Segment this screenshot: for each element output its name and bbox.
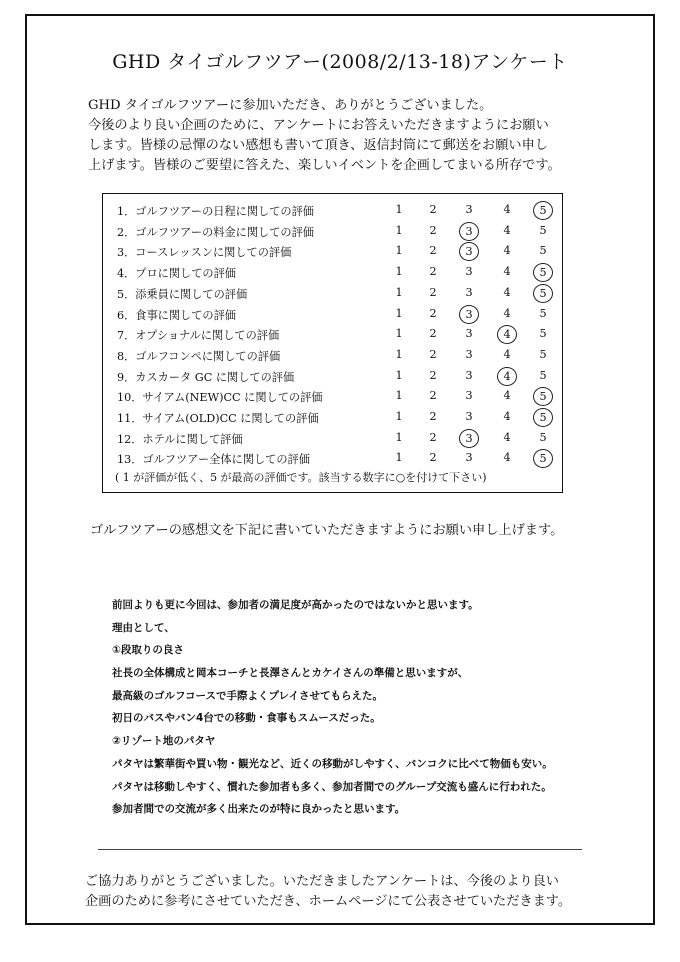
rating-option[interactable]: 4 [503,389,511,403]
question-row [103,283,562,304]
rating-option[interactable]: 5 [539,327,547,341]
page-title: GHD タイゴルフツアー(2008/2/13-18)アンケート [112,51,568,73]
rating-option[interactable]: 1 [395,285,403,299]
rating-option[interactable]: 1 [395,223,403,237]
rating-option-circled[interactable]: 3 [459,305,479,324]
rating-option[interactable]: 3 [465,410,473,423]
response-line: 初日のバスやバン4台での移動・食事もスムースだった。 [112,712,381,725]
rating-option[interactable]: 2 [429,327,437,341]
rating-option[interactable]: 1 [395,430,403,444]
question-row [103,221,562,242]
rating-option-circled[interactable]: 5 [533,201,553,220]
handwritten-response [112,597,592,824]
rating-option[interactable]: 5 [539,430,547,444]
rating-option[interactable]: 2 [429,430,437,444]
question-row [103,407,562,428]
rating-option[interactable]: 3 [465,265,473,279]
rating-option[interactable]: 3 [465,389,473,403]
question-row [103,324,562,345]
question-label: 10．サイアム(NEW)CC に関しての評価 [117,391,323,405]
response-line: 社長の全体構成と岡本コーチと長澤さんとカケイさんの準備と思いますが、 [112,667,469,680]
rating-option[interactable]: 4 [503,430,511,444]
question-label: 3．コースレッスンに関しての評価 [117,246,292,260]
rating-option-circled[interactable]: 4 [497,367,517,386]
rating-option[interactable]: 5 [539,223,547,237]
rating-option[interactable]: 5 [539,306,547,320]
question-label: 2．ゴルフツアーの料金に関しての評価 [117,225,314,239]
rating-option[interactable]: 1 [395,244,403,258]
divider-line [98,849,582,850]
rating-option[interactable]: 2 [429,203,437,216]
rating-option[interactable]: 2 [429,223,437,237]
rating-option[interactable]: 2 [429,244,437,258]
question-row [103,366,562,387]
rating-option[interactable]: 2 [429,410,437,423]
rating-option[interactable]: 5 [539,368,547,382]
question-row [103,262,562,283]
rating-option[interactable]: 4 [503,410,511,423]
rating-option[interactable]: 1 [395,327,403,341]
closing-line: ご協力ありがとうございました。いただきましたアンケートは、今後のより良い [85,874,559,889]
question-label: 8．ゴルフコンペに関しての評価 [117,349,281,363]
rating-option[interactable]: 3 [465,368,473,382]
question-row [103,448,562,469]
rating-instructions: ( 1 が評価が低く、5 が最高の評価です。該当する数字に○を付けて下さい) [115,471,487,484]
rating-option-circled[interactable]: 3 [459,242,479,261]
rating-option[interactable]: 5 [539,347,547,361]
intro-line: 上げます。皆様のご要望に答えた、楽しいイベントを企画してまいる所存です。 [88,158,561,173]
response-line: ①段取りの良さ [112,644,184,657]
question-row [103,386,562,407]
rating-table [102,193,563,493]
question-label: 11．サイアム(OLD)CC に関しての評価 [117,412,319,425]
rating-option[interactable]: 3 [465,327,473,341]
question-row [103,200,562,221]
question-label: 6．食事に関しての評価 [117,308,236,322]
rating-option[interactable]: 1 [395,306,403,320]
response-line: 最高級のゴルフコースで手際よくプレイさせてもらえた。 [112,689,384,702]
question-label: 1．ゴルフツアーの日程に関しての評価 [117,205,314,218]
rating-option[interactable]: 4 [503,451,511,465]
intro-line: GHD タイゴルフツアーに参加いただき、ありがとうございました。 [88,98,493,113]
question-label: 12．ホテルに関して評価 [117,432,243,446]
rating-option[interactable]: 3 [465,451,473,465]
rating-option[interactable]: 2 [429,265,437,279]
question-row [103,345,562,366]
rating-option-circled[interactable]: 3 [459,429,479,448]
rating-option-circled[interactable]: 5 [533,387,553,406]
rating-option[interactable]: 4 [503,265,511,279]
intro-line: します。皆様の忌憚のない感想も書いて頂き、返信封筒にて郵送をお願い申し [88,138,548,153]
response-line: ②リゾート地のパタヤ [112,735,216,748]
response-line: 前回よりも更に今回は、参加者の満足度が高かったのではないかと思います。 [112,599,479,611]
response-line: 理由として、 [112,621,175,634]
rating-option[interactable]: 4 [503,244,511,258]
closing-message [85,872,605,912]
question-label: 5．添乗員に関しての評価 [117,287,248,301]
rating-option[interactable]: 2 [429,368,437,382]
rating-option[interactable]: 2 [429,389,437,403]
response-line: 参加者間での交流が多く出来たのが特に良かったと思います。 [112,803,406,816]
rating-option[interactable]: 1 [395,451,403,465]
response-line: パタヤは移動しやすく、慣れた参加者も多く、参加者間でのグループ交流も盛んに行われた。 [112,780,552,793]
rating-option-circled[interactable]: 3 [459,222,479,241]
rating-option[interactable]: 3 [465,285,473,299]
rating-option-circled[interactable]: 4 [497,325,517,344]
question-label: 7．オプショナルに関しての評価 [117,329,280,343]
intro-paragraph [88,96,618,176]
rating-option[interactable]: 1 [395,203,403,216]
rating-option[interactable]: 2 [429,285,437,299]
rating-option-circled[interactable]: 5 [533,449,553,468]
rating-option-circled[interactable]: 5 [533,408,553,427]
response-line: パタヤは繁華街や買い物・観光など、近くの移動がしやすく、バンコクに比べて物価も安い。 [112,757,553,770]
rating-option[interactable]: 1 [395,410,403,423]
rating-option[interactable]: 4 [503,223,511,237]
rating-option[interactable]: 1 [395,265,403,279]
rating-option[interactable]: 4 [503,203,511,216]
rating-option[interactable]: 3 [465,347,473,361]
comment-prompt: ゴルフツアーの感想文を下記に書いていただきますようにお願い申し上げます。 [90,523,564,538]
rating-option[interactable]: 4 [503,285,511,299]
question-row [103,304,562,325]
question-label: 9．カスカータ GC に関しての評価 [117,370,295,384]
question-label: 4．プロに関しての評価 [117,267,236,281]
rating-option[interactable]: 1 [395,389,403,403]
rating-option[interactable]: 1 [395,368,403,382]
rating-option[interactable]: 1 [395,347,403,361]
rating-option[interactable]: 4 [503,306,511,320]
rating-option[interactable]: 4 [503,347,511,361]
rating-option-circled[interactable]: 5 [533,263,553,282]
rating-option[interactable]: 3 [465,203,473,216]
closing-line: 企画のために参考にさせていただき、ホームページにて公表させていただきます。 [85,894,572,909]
rating-option[interactable]: 2 [429,347,437,361]
rating-option[interactable]: 2 [429,451,437,465]
rating-option[interactable]: 2 [429,306,437,320]
question-label: 13．ゴルフツアー全体に関しての評価 [117,453,310,467]
rating-option-circled[interactable]: 5 [533,284,553,303]
question-row [103,428,562,449]
rating-option[interactable]: 5 [539,244,547,258]
intro-line: 今後のより良い企画のために、アンケートにお答えいただきますようにお願い [88,118,549,133]
question-row [103,241,562,262]
